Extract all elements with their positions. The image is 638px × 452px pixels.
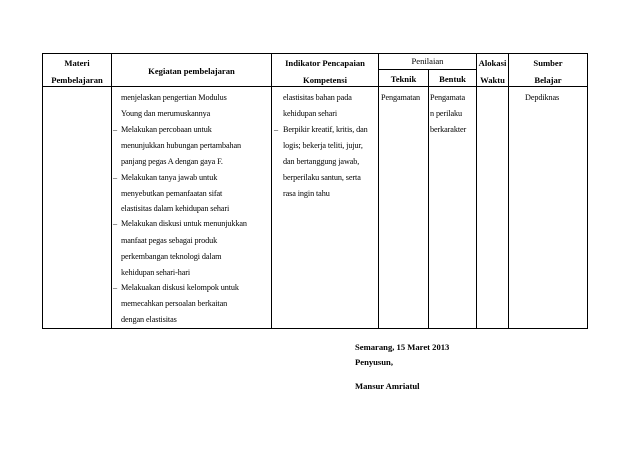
kegiatan-line: Melakukan tanya jawab untuk: [121, 173, 218, 182]
bullet-dash: –: [113, 125, 118, 134]
header-belajar: Belajar: [534, 75, 562, 85]
header-kegiatan: Kegiatan pembelajaran: [148, 66, 235, 76]
table-header-bottom-border: [42, 86, 588, 87]
kegiatan-line: memecahkan persoalan berkaitan: [121, 299, 228, 308]
indikator-line: Berpikir kreatif, kritis, dan: [283, 125, 368, 134]
kegiatan-line: dengan elastisitas: [121, 315, 177, 324]
signature-place-date: Semarang, 15 Maret 2013: [355, 342, 450, 352]
indikator-line: rasa ingin tahu: [283, 189, 330, 198]
kegiatan-line: Young dan merumuskannya: [121, 109, 211, 118]
indikator-line: kehidupan sehari: [283, 109, 338, 118]
kegiatan-line: Melakukan diskusi untuk menunjukkan: [121, 219, 247, 228]
table-bottom-border: [42, 328, 588, 329]
penilaian-sub-divider: [378, 69, 476, 70]
header-waktu: Waktu: [480, 75, 505, 85]
col-border-2: [271, 53, 272, 329]
header-penilaian: Penilaian: [411, 56, 444, 66]
bentuk-line: Pengamata: [430, 93, 466, 102]
col-border-6: [508, 53, 509, 329]
indikator-line: berperilaku santun, serta: [283, 173, 361, 182]
header-pembelajaran: Pembelajaran: [51, 75, 103, 85]
header-indikator: Indikator Pencapaian: [285, 58, 365, 68]
kegiatan-line: menyebutkan pemanfaatan sifat: [121, 189, 223, 198]
col-border-3: [378, 53, 379, 329]
bullet-dash: –: [113, 219, 118, 228]
header-materi: Materi: [64, 58, 90, 68]
kegiatan-line: kehidupan sehari-hari: [121, 268, 191, 277]
col-border-left: [42, 53, 43, 329]
col-border-4: [428, 69, 429, 329]
kegiatan-line: elastisitas dalam kehidupan sehari: [121, 204, 230, 213]
header-sumber: Sumber: [533, 58, 563, 68]
indikator-line: dan bertanggung jawab,: [283, 157, 360, 166]
kegiatan-line: Melakuakan diskusi kelompok untuk: [121, 283, 239, 292]
table-top-border: [42, 53, 588, 54]
kegiatan-line: panjang pegas A dengan gaya F.: [121, 157, 223, 166]
header-bentuk: Bentuk: [439, 74, 466, 84]
signature-name: Mansur Amriatul: [355, 381, 420, 391]
header-alokasi: Alokasi: [478, 58, 507, 68]
kegiatan-line: perkembangan teknologi dalam: [121, 252, 222, 261]
bentuk-line: n perilaku: [430, 109, 462, 118]
indikator-line: logis; bekerja teliti, jujur,: [283, 141, 363, 150]
header-kompetensi: Kompetensi: [303, 75, 347, 85]
header-teknik: Teknik: [390, 74, 417, 84]
sumber-value: Depdiknas: [525, 93, 560, 102]
signature-role: Penyusun,: [355, 357, 393, 367]
bullet-dash: –: [113, 283, 118, 292]
col-border-right: [587, 53, 588, 329]
kegiatan-line: menjelaskan pengertian Modulus: [121, 93, 227, 102]
kegiatan-line: Melakukan percobaan untuk: [121, 125, 212, 134]
bullet-dash: –: [113, 173, 118, 182]
bentuk-line: berkarakter: [430, 125, 467, 134]
bullet-dash: –: [274, 125, 279, 134]
indikator-line: elastisitas bahan pada: [283, 93, 352, 102]
col-border-1: [111, 53, 112, 329]
teknik-value: Pengamatan: [381, 93, 421, 102]
kegiatan-line: manfaat pegas sebagai produk: [121, 236, 218, 245]
col-border-5: [476, 53, 477, 329]
kegiatan-line: menunjukkan hubungan pertambahan: [121, 141, 242, 150]
